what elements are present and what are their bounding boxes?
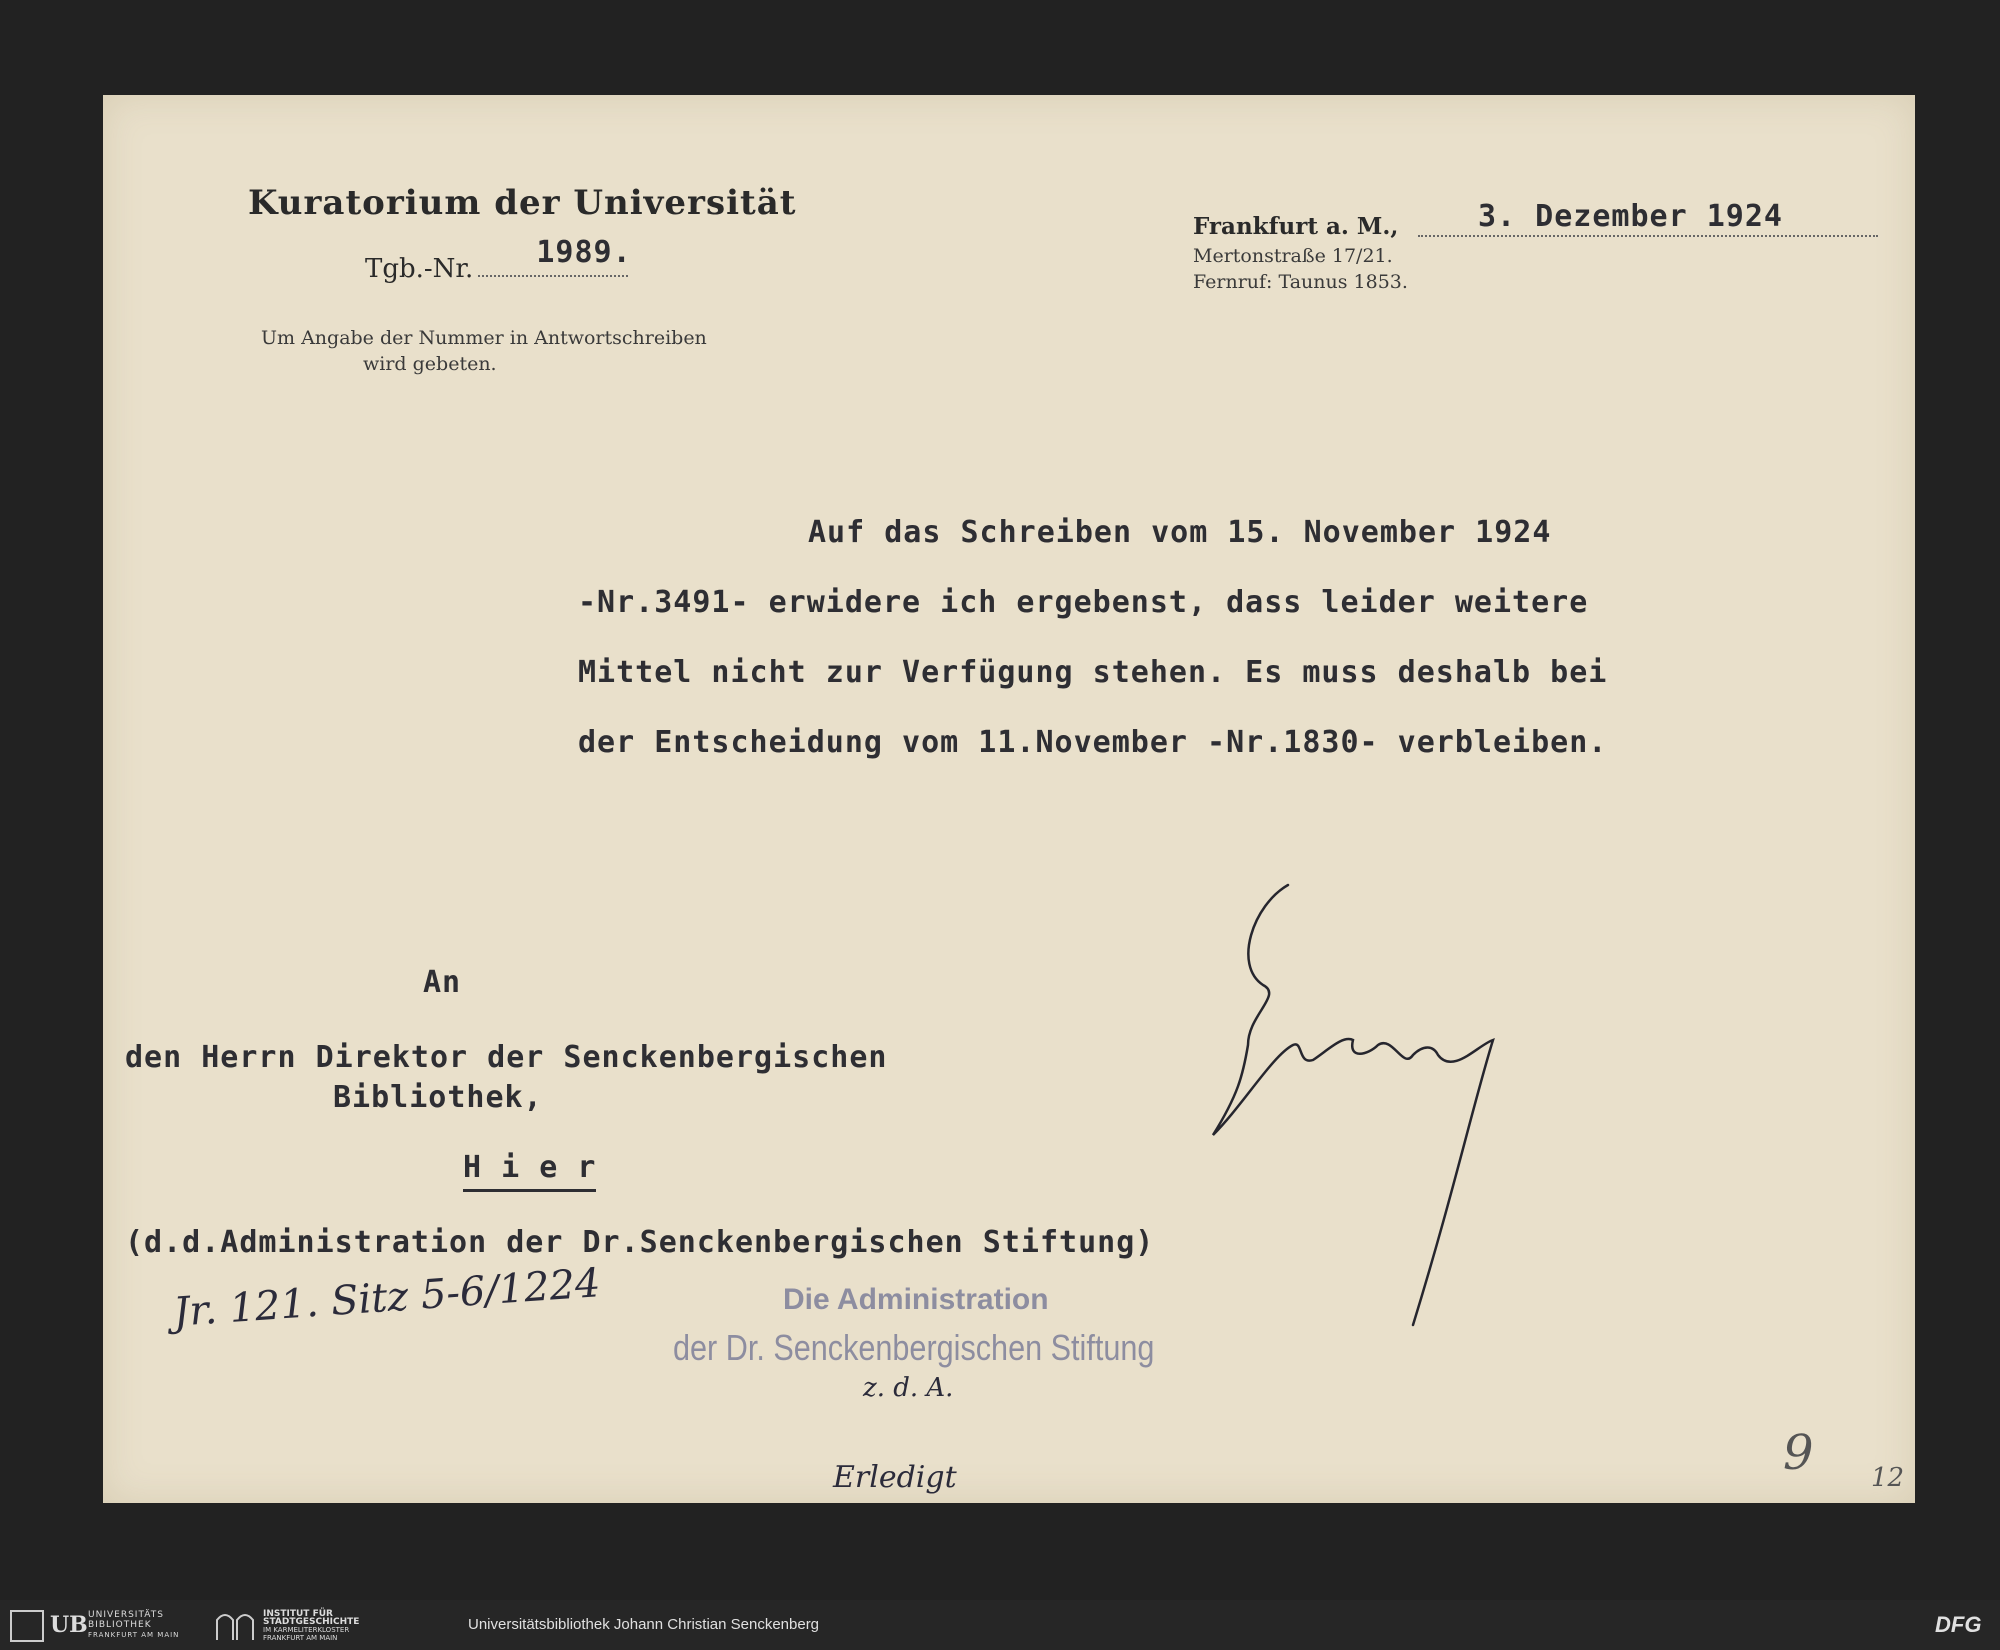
ub-text-1: UNIVERSITÄTS bbox=[88, 1610, 164, 1620]
street-address: Mertonstraße 17/21. bbox=[1193, 245, 1393, 267]
dfg-logo[interactable]: DFG bbox=[1935, 1612, 1982, 1637]
isg-text-4: FRANKFURT AM MAIN bbox=[263, 1634, 338, 1642]
institution-title: Kuratorium der Universität bbox=[248, 183, 797, 223]
corner-mark: 12 bbox=[1871, 1463, 1905, 1493]
stamp-line-1: Die Administration bbox=[783, 1283, 1049, 1316]
address-line-1: den Herrn Direktor der Senckenbergischen bbox=[125, 1040, 888, 1075]
letter-date: 3. Dezember 1924 bbox=[1478, 199, 1783, 234]
signature-image bbox=[1153, 875, 1593, 1445]
isg-logo-text bbox=[263, 1610, 359, 1642]
body-line-4: der Entscheidung vom 11.November -Nr.1830- verbleiben. bbox=[578, 725, 1608, 760]
address-to: An bbox=[423, 965, 462, 1000]
city-label: Frankfurt a. M., bbox=[1193, 213, 1399, 240]
tgb-number-row bbox=[365, 235, 632, 284]
address-line-3: H i e r bbox=[463, 1150, 596, 1192]
ub-text-2: BIBLIOTHEK bbox=[88, 1620, 152, 1630]
isg-text-3: IM KARMELITERKLOSTER bbox=[263, 1626, 350, 1634]
isg-text-2: STADTGESCHICHTE bbox=[263, 1617, 360, 1627]
tgb-number-field bbox=[478, 235, 632, 277]
ub-logo-icon bbox=[10, 1610, 44, 1642]
body-line-1: Auf das Schreiben vom 15. November 1924 bbox=[808, 515, 1552, 550]
reference-note-line1: Um Angabe der Nummer in Antwortschreiben bbox=[261, 327, 707, 349]
ub-logo-text bbox=[88, 1610, 179, 1640]
body-line-2: -Nr.3491- erwidere ich ergebenst, dass leider weitere bbox=[578, 585, 1589, 620]
address-line-4: (d.d.Administration der Dr.Senckenbergischen Stiftung) bbox=[125, 1225, 1155, 1260]
isg-text-1: INSTITUT FÜR bbox=[263, 1609, 333, 1619]
bottom-signature: Erledigt bbox=[833, 1460, 957, 1495]
ub-logo[interactable] bbox=[10, 1610, 200, 1642]
letter-sheet bbox=[103, 95, 1915, 1503]
phone-number: Fernruf: Taunus 1853. bbox=[1193, 271, 1408, 293]
address-line-2: Bibliothek, bbox=[333, 1080, 543, 1115]
stamp-initials: z. d. A. bbox=[863, 1373, 954, 1403]
body-line-3: Mittel nicht zur Verfügung stehen. Es muss deshalb bei bbox=[578, 655, 1608, 690]
date-field bbox=[1418, 199, 1878, 237]
footer-caption: Universitätsbibliothek Johann Christian Senckenberg bbox=[468, 1616, 820, 1633]
page-number: 9 bbox=[1783, 1425, 1814, 1481]
footer-bar bbox=[0, 1600, 2000, 1650]
handwritten-entry: Jr. 121. Sitz 5-6/1224 bbox=[171, 1260, 602, 1336]
ub-text-3: FRANKFURT AM MAIN bbox=[88, 1631, 180, 1639]
tgb-number: 1989. bbox=[536, 235, 632, 270]
isg-logo-icon bbox=[215, 1610, 255, 1642]
tgb-label: Tgb.-Nr. bbox=[365, 254, 474, 284]
ub-logo-letters: UB bbox=[50, 1612, 88, 1638]
isg-logo[interactable] bbox=[215, 1610, 415, 1642]
stamp-line-2: der Dr. Senckenbergischen Stiftung bbox=[673, 1327, 1155, 1368]
reference-note-line2: wird gebeten. bbox=[363, 353, 497, 375]
